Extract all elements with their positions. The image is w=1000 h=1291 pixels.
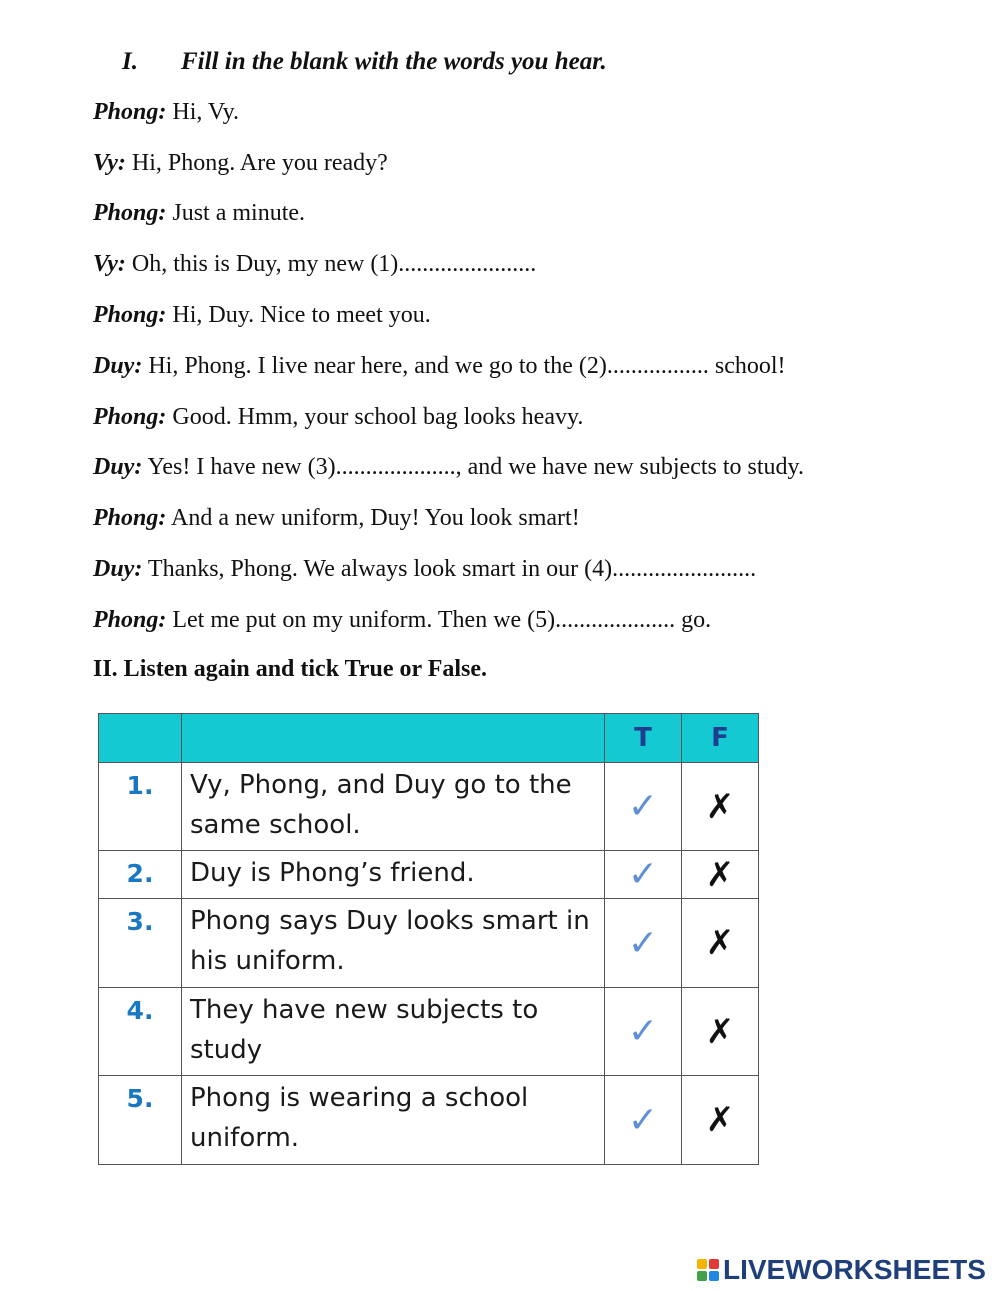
table-row — [99, 763, 759, 851]
header-number — [99, 714, 182, 763]
dialogue-text: And a new uniform, Duy! You look smart! — [171, 505, 580, 531]
true-tick-icon[interactable]: ✓ — [605, 763, 682, 851]
speaker-name: Vy: — [93, 251, 126, 277]
section-1-heading: Fill in the blank with the words you hear. — [181, 48, 607, 75]
speaker-name: Phong: — [93, 302, 167, 328]
logo-text: LIVEWORKSHEETS — [723, 1254, 986, 1285]
dialogue-text: Let me put on my uniform. Then we (5).................... go. — [172, 607, 712, 633]
row-statement: Phong is wearing a school uniform. — [182, 1076, 605, 1165]
dialogue-line — [93, 300, 431, 330]
dialogue-text: Good. Hmm, your school bag looks heavy. — [172, 404, 584, 430]
speaker-name: Vy: — [93, 150, 126, 176]
logo-square-red — [709, 1259, 719, 1269]
section-2-title: II. Listen again and tick True or False. — [93, 656, 488, 682]
false-cross-icon[interactable]: ✗ — [682, 851, 759, 899]
true-tick-icon[interactable]: ✓ — [605, 851, 682, 899]
dialogue-text: Yes! I have new (3)...................., and we have new subjects to study. — [147, 454, 804, 480]
header-true: T — [605, 714, 682, 763]
true-tick-icon[interactable]: ✓ — [605, 1076, 682, 1165]
speaker-name: Phong: — [93, 99, 167, 125]
dialogue-text: Hi, Phong. Are you ready? — [131, 150, 388, 176]
true-false-table — [98, 713, 759, 1165]
table-header-row — [99, 714, 759, 763]
true-tick-icon[interactable]: ✓ — [605, 899, 682, 988]
row-number: 1. — [99, 763, 182, 851]
false-cross-icon[interactable]: ✗ — [682, 899, 759, 988]
row-number: 5. — [99, 1076, 182, 1165]
liveworksheets-logo-icon — [697, 1259, 719, 1281]
speaker-name: Duy: — [93, 353, 143, 379]
header-false: F — [682, 714, 759, 763]
dialogue-text: Thanks, Phong. We always look smart in our (4)........................ — [147, 556, 757, 582]
speaker-name: Phong: — [93, 505, 167, 531]
row-number: 3. — [99, 899, 182, 988]
row-number: 4. — [99, 988, 182, 1076]
dialogue-text: Just a minute. — [172, 200, 306, 226]
speaker-name: Phong: — [93, 200, 167, 226]
false-cross-icon[interactable]: ✗ — [682, 763, 759, 851]
section-1-number: I. — [122, 48, 138, 75]
dialogue-line — [93, 503, 580, 533]
false-cross-icon[interactable]: ✗ — [682, 988, 759, 1076]
dialogue-text: Hi, Phong. I live near here, and we go to the (2)................. school! — [148, 353, 786, 379]
dialogue-text: Hi, Duy. Nice to meet you. — [172, 302, 431, 328]
speaker-name: Duy: — [93, 454, 143, 480]
header-statement — [182, 714, 605, 763]
table-row — [99, 851, 759, 899]
liveworksheets-logo — [697, 1254, 986, 1286]
dialogue-line — [93, 148, 388, 178]
true-tick-icon[interactable]: ✓ — [605, 988, 682, 1076]
row-statement: Vy, Phong, and Duy go to the same school. — [182, 763, 605, 851]
logo-square-blue — [709, 1271, 719, 1281]
dialogue-line — [93, 554, 756, 584]
dialogue-line — [93, 351, 786, 381]
dialogue-line — [93, 402, 583, 432]
dialogue-text: Hi, Vy. — [172, 99, 240, 125]
dialogue-line — [93, 452, 804, 482]
table-row — [99, 1076, 759, 1165]
dialogue-line — [93, 249, 536, 279]
table-row — [99, 899, 759, 988]
row-statement: Duy is Phong’s friend. — [182, 851, 605, 899]
section-1-title — [122, 48, 607, 76]
dialogue-text: Oh, this is Duy, my new (1)....................... — [131, 251, 537, 277]
row-statement: They have new subjects to study — [182, 988, 605, 1076]
row-statement: Phong says Duy looks smart in his uniform. — [182, 899, 605, 988]
row-number: 2. — [99, 851, 182, 899]
dialogue-line — [93, 605, 711, 635]
speaker-name: Duy: — [93, 556, 143, 582]
dialogue-line — [93, 97, 239, 127]
logo-square-yellow — [697, 1259, 707, 1269]
table-row — [99, 988, 759, 1076]
false-cross-icon[interactable]: ✗ — [682, 1076, 759, 1165]
logo-square-green — [697, 1271, 707, 1281]
dialogue-line — [93, 198, 305, 228]
speaker-name: Phong: — [93, 607, 167, 633]
speaker-name: Phong: — [93, 404, 167, 430]
